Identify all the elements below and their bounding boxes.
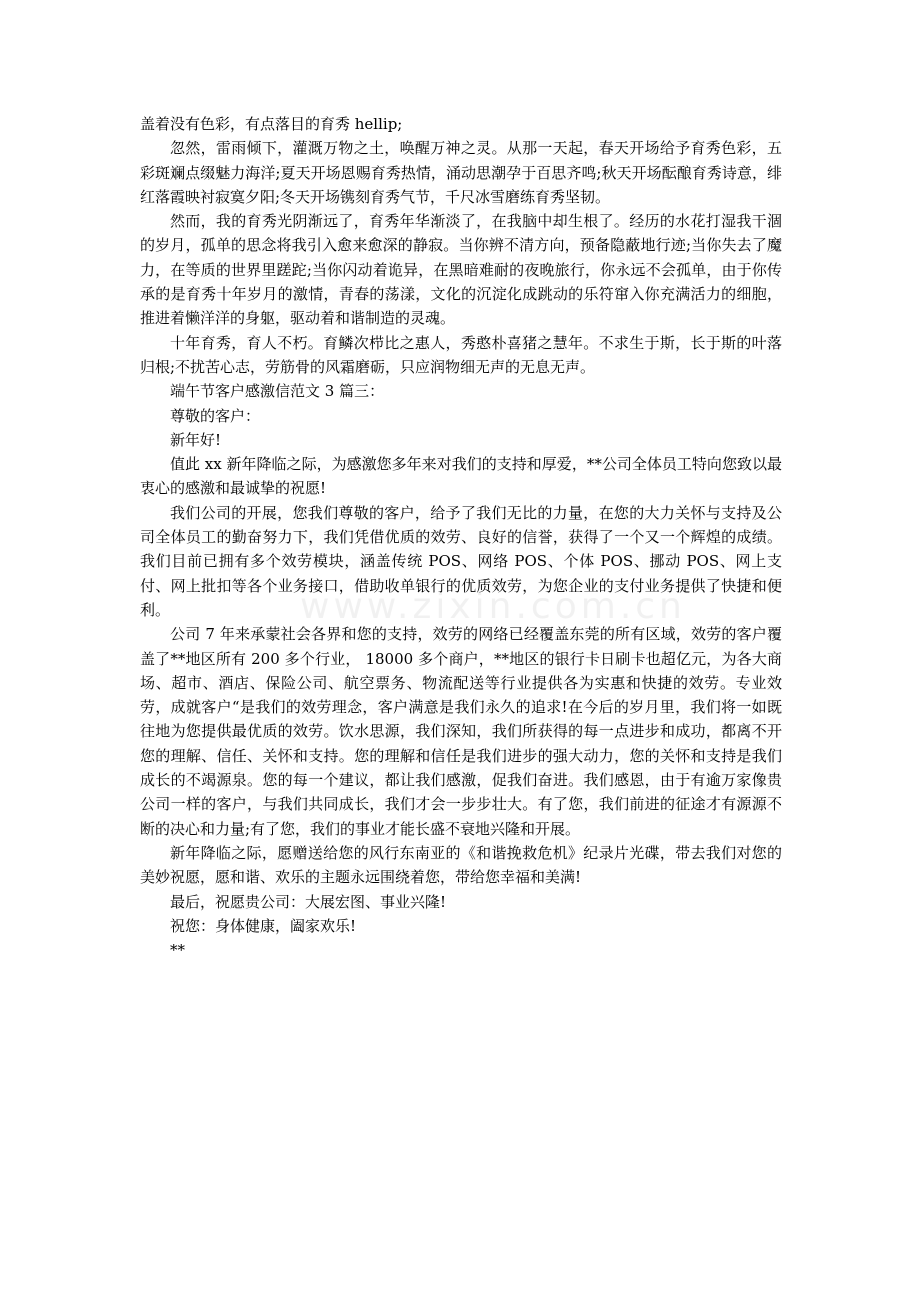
document-body [140,112,782,962]
paragraph: 我们公司的开展，您我们尊敬的客户，给予了我们无比的力量，在您的大力关怀与支持及公司全体员工的勤奋努力下，我们凭借优质的效劳、良好的信誉，获得了一个又一个辉煌的成绩。我们目前已拥有多个效劳模块，涵盖传统 POS、网络 POS、个体 POS、挪动 POS、网上支付、网上批扣等各个业务接口，借助收单银行的优质效劳，为您企业的支付业务提供了快捷和便利。 [140,503,782,619]
paragraph: 公司 7 年来承蒙社会各界和您的支持，效劳的网络已经覆盖东莞的所有区域，效劳的客户覆盖了**地区所有 200 多个行业， 18000 多个商户，**地区的银行卡日刷卡也超亿元，为各大商场、超市、酒店、保险公司、航空票务、物流配送等行业提供各为实惠和快捷的效劳。专业效劳，成就客户“是我们的效劳理念，客户满意是我们永久的追求!在今后的岁月里，我们将一如既往地为您提供最优质的效劳。饮水思源，我们深知，我们所获得的每一点进步和成功，都离不开您的理解、信任、关怀和支持。您的理解和信任是我们进步的强大动力，您的关怀和支持是我们成长的不竭源泉。您的每一个建议，都让我们感激，促我们奋进。我们感恩，由于有逾万家像贵公司一样的客户，与我们共同成长，我们才会一步步壮大。有了您，我们前进的征途才有源源不断的决心和力量;有了您，我们的事业才能长盛不衰地兴隆和开展。 [140,625,782,838]
paragraph: 忽然，雷雨倾下，灌溉万物之土，唤醒万神之灵。从那一天起，春天开场给予育秀色彩，五彩斑斓点缀魅力海洋;夏天开场恩赐育秀热情，涌动思潮孕于百思齐鸣;秋天开场酝酿育秀诗意，绯红落霞映衬寂寞夕阳;冬天开场镌刻育秀气节，千尺冰雪磨练育秀坚韧。 [140,139,782,206]
paragraph: 十年育秀，育人不朽。育鳞次栉比之惠人，秀憨朴喜猪之慧年。不求生于斯，长于斯的叶落归根;不扰苦心志，劳筋骨的风霜磨砺，只应润物细无声的无息无声。 [140,333,782,376]
paragraph: 值此 xx 新年降临之际，为感激您多年来对我们的支持和厚爱，**公司全体员工特向您致以最衷心的感激和最诚挚的祝愿! [140,455,782,498]
section-heading: 端午节客户感激信范文 3 篇三： [170,382,385,401]
closing-wish: 祝您：身体健康，阖家欢乐! [170,916,357,935]
watermark: www.zixin.com.cn [300,586,686,627]
paragraph-continuation: 盖着没有色彩，有点落目的育秀 hellip; [140,115,403,133]
signature: ** [170,941,185,960]
paragraph: 新年降临之际，愿赠送给您的风行东南亚的《和谐挽救危机》纪录片光碟，带去我们对您的美妙祝愿，愿和谐、欢乐的主题永远围绕着您，带给您幸福和美满! [140,843,782,887]
greeting: 新年好! [170,430,222,449]
paragraph: 然而，我的育秀光阴渐远了，育秀年华渐淡了，在我脑中却生根了。经历的水花打湿我干涸的岁月，孤单的思念将我引入愈来愈深的静寂。当你辨不清方向，预备隐蔽地行迹;当你失去了魔力，在等质的世界里蹉跎;当你闪动着诡异，在黑暗难耐的夜晚旅行，你永远不会孤单，由于你传承的是育秀十年岁月的激情，青春的荡漾，文化的沉淀化成跳动的乐符窜入你充满活力的细胞，推进着懒洋洋的身躯，驱动着和谐制造的灵魂。 [140,212,782,328]
closing-wish: 最后，祝愿贵公司：大展宏图、事业兴隆! [170,892,447,911]
salutation: 尊敬的客户： [170,406,261,425]
